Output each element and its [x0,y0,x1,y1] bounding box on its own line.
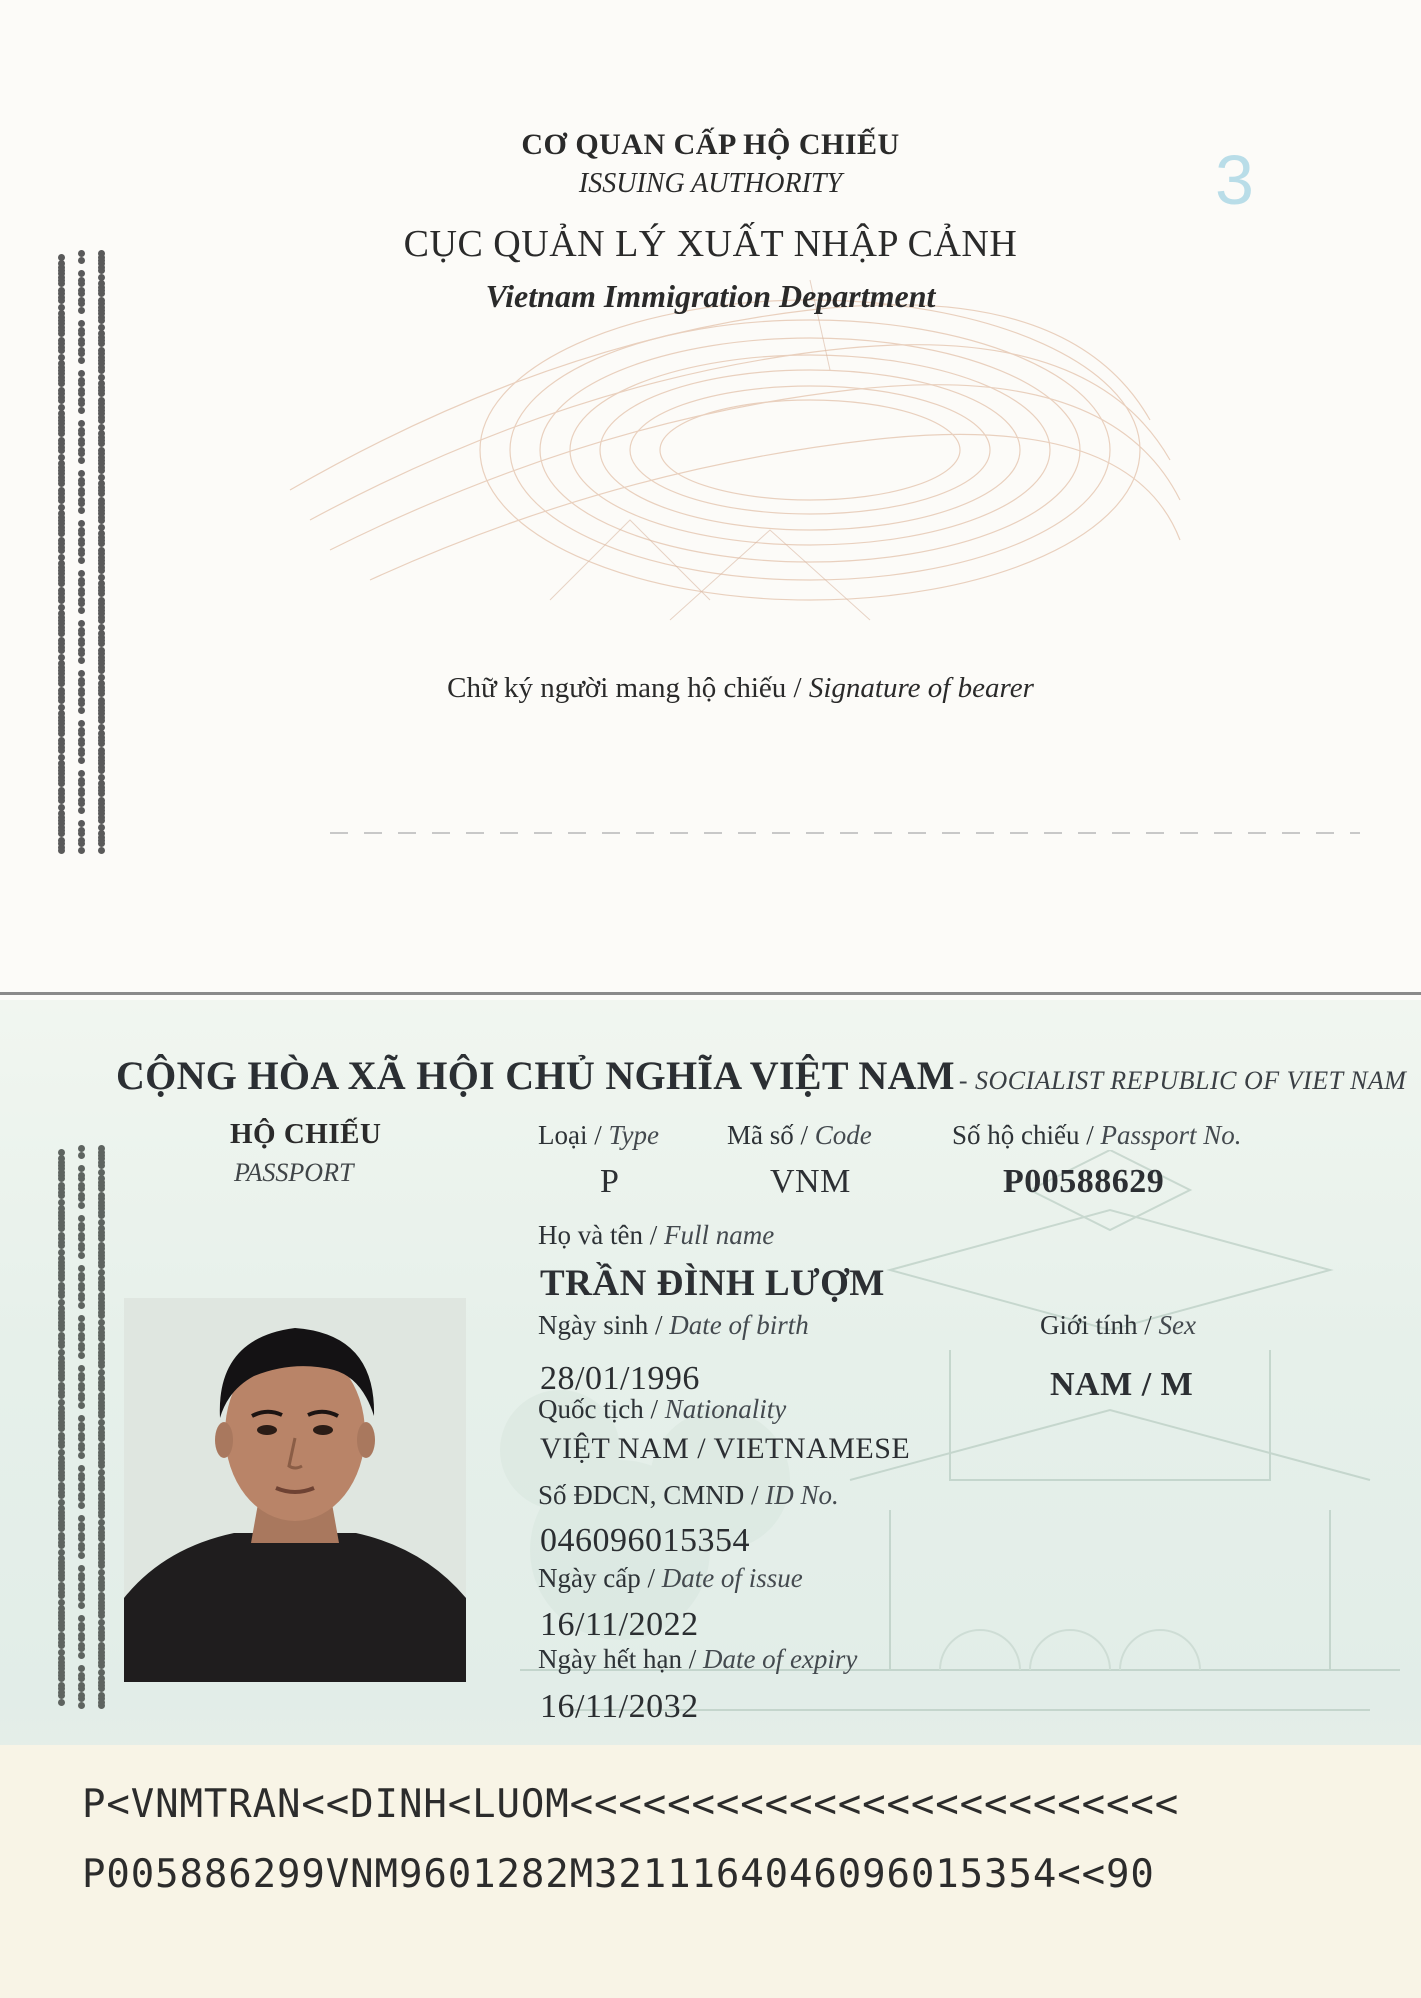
perforation-dot [78,330,85,337]
date-of-expiry-value: 16/11/2032 [540,1688,699,1725]
faint-print-line [330,832,1360,834]
perforation-dot [98,1262,105,1269]
code-label-en: Code [814,1120,872,1150]
perforation-dot [78,1385,85,1392]
nationality-label [538,1394,786,1425]
id-no-label [538,1480,839,1511]
document-type-en: PASSPORT [234,1158,354,1187]
perforation-dot [78,1452,85,1459]
perforation-dot [98,1512,105,1519]
perforation-dot [58,447,65,454]
perforation-dot [78,1295,85,1302]
perforation-dot [58,1675,65,1682]
perforation-dot [78,480,85,487]
date-of-issue-label [538,1563,803,1594]
signature-label-en: Signature of bearer [808,672,1034,704]
perforation-dot [58,647,65,654]
date-of-birth-value: 28/01/1996 [540,1360,700,1397]
perforation-dot [98,317,105,324]
issuing-authority-label-vn: CƠ QUAN CẤP HỘ CHIẾU [521,128,900,161]
issuing-authority-label-en: ISSUING AUTHORITY [578,168,843,199]
perforation-dot [58,780,65,787]
perforation-dot [78,1525,85,1532]
perforation-dot [58,597,65,604]
nationality-label-en: Nationality [664,1394,787,1424]
perforation-dot [58,1492,65,1499]
perforation-dot [78,1415,85,1422]
perforation-dot [78,430,85,437]
perforation-dot [58,1192,65,1199]
type-value: P [600,1163,620,1200]
perforation-dot [58,380,65,387]
perforation-dot [78,1325,85,1332]
perforation-dot [58,1625,65,1632]
perforation-dot [78,400,85,407]
perforation-dot [98,1662,105,1669]
perforation-dot [58,1392,65,1399]
perforation-dot [78,1252,85,1259]
sex-value: NAM / M [1050,1366,1194,1403]
perforation-dot [78,1485,85,1492]
perforation-dot [78,757,85,764]
perforation-dot [58,497,65,504]
perforation-dot [78,507,85,514]
date-of-birth-label-en: Date of birth [669,1310,809,1340]
perforation-dot [78,570,85,577]
perforation-dot [78,557,85,564]
perforation-dot [58,1592,65,1599]
perforation-dot [98,1185,105,1192]
perforation-dot [78,540,85,547]
perforation-dot [78,1375,85,1382]
perforation-dot [78,820,85,827]
perforation-dot [78,1475,85,1482]
perforation-dot [78,1552,85,1559]
sex-label-vn: Giới tính / [1040,1310,1152,1340]
date-of-expiry-label-en: Date of expiry [702,1644,858,1674]
perforation-dot [78,1645,85,1652]
perforation-dot [98,1162,105,1169]
perforation-dot [78,1702,85,1709]
perforation-dot [98,1362,105,1369]
perforation-dot [78,620,85,627]
perforation-dot [98,340,105,347]
perforation-dot [78,1685,85,1692]
perforation-dot [78,790,85,797]
full-name-label-vn: Họ và tên / [538,1220,658,1250]
id-no-label-en: ID No. [765,1480,839,1510]
perforation-dot [78,800,85,807]
document-type-vn: HỘ CHIẾU [230,1118,382,1150]
perforated-number-strip [38,250,128,850]
perforation-dot [58,1225,65,1232]
sex-label-en: Sex [1158,1310,1197,1340]
passport-no-label-en: Passport No. [1100,1120,1242,1150]
perforation-dot [98,717,105,724]
id-no-label-vn: Số ĐDCN, CMND / [538,1480,759,1510]
full-name-label [538,1220,774,1251]
perforation-dot [78,1565,85,1572]
perforation-dot [78,350,85,357]
perforation-dot [78,1625,85,1632]
date-of-expiry-label [538,1644,857,1675]
id-no-value: 046096015354 [540,1522,750,1559]
perforation-dot [98,267,105,274]
perforation-dot [78,1365,85,1372]
perforation-dot [78,1535,85,1542]
perforation-dot [78,720,85,727]
perforation-dot [78,407,85,414]
perforation-dot [98,1635,105,1642]
issuing-authority-value-en: Vietnam Immigration Department [485,278,936,314]
full-name-value: TRẦN ĐÌNH LƯỢM [540,1263,885,1304]
perforation-dot [58,830,65,837]
perforation-dot [58,547,65,554]
perforation-dot [78,457,85,464]
perforation-dot [58,1542,65,1549]
perforation-dot [98,1562,105,1569]
perforation-dot [98,1312,105,1319]
perforation-dot [78,490,85,497]
perforation-dot [98,1335,105,1342]
perforation-dot [98,367,105,374]
perforation-dot [78,730,85,737]
perforation-dot [58,330,65,337]
perforation-dot [78,1265,85,1272]
perforation-dot [98,1535,105,1542]
perforation-dot [58,847,65,854]
issuing-authority-value-vn: CỤC QUẢN LÝ XUẤT NHẬP CẢNH [403,223,1018,265]
perforation-dot [78,1445,85,1452]
perforation-dot [78,1165,85,1172]
perforation-dot [98,617,105,624]
perforation-dot [58,1375,65,1382]
perforation-dot [78,590,85,597]
code-label [727,1120,872,1151]
perforation-dot [58,580,65,587]
perforation-dot [58,397,65,404]
perforation-dot [78,1652,85,1659]
perforation-dot [98,1385,105,1392]
country-name-en: - SOCIALIST REPUBLIC OF VIET NAM [958,1066,1407,1095]
perforation-dot [78,640,85,647]
perforation-dot [58,1642,65,1649]
perforation-dot [98,640,105,647]
perforation-dot [78,1602,85,1609]
perforation-dot [58,1275,65,1282]
perforation-dot [78,807,85,814]
passport-no-label [952,1120,1242,1151]
perforation-dot [98,1485,105,1492]
perforation-dot [78,770,85,777]
perforation-dot [78,450,85,457]
perforation-dot [78,1545,85,1552]
perforation-dot [78,1225,85,1232]
perforation-dot [78,1152,85,1159]
perforation-dot [98,490,105,497]
type-label-vn: Loại / [538,1120,602,1150]
perforation-dot [78,580,85,587]
perforation-dot [78,390,85,397]
type-label [538,1120,659,1151]
perforation-dot [78,1395,85,1402]
mrz-line-2: P005886299VNM9601282M3211164046096015354<<90 [82,1852,1155,1897]
perforation-dot [78,1302,85,1309]
perforation-dot [78,420,85,427]
country-title [116,1052,1406,1099]
perforation-dot [78,1352,85,1359]
perforation-dot [58,1425,65,1432]
perforation-dot [78,1435,85,1442]
perforation-dot [78,1315,85,1322]
perforation-dot [98,417,105,424]
perforation-dot [98,1285,105,1292]
perforation-dot [78,1502,85,1509]
perforation-dot [78,780,85,787]
perforation-dot [78,357,85,364]
perforation-dot [78,657,85,664]
perforation-dot [78,1465,85,1472]
perforation-dot [98,1235,105,1242]
perforation-dot [78,1665,85,1672]
perforation-dot [98,1702,105,1709]
perforation-dot [98,817,105,824]
perforation-dot [98,590,105,597]
perforation-dot [98,517,105,524]
perforation-dot [98,1685,105,1692]
perforation-dot [58,1475,65,1482]
signature-label-vn: Chữ ký người mang hộ chiếu / [447,672,802,704]
perforation-dot [98,440,105,447]
perforation-dot [78,470,85,477]
perforation-dot [58,1525,65,1532]
perforation-dot [98,847,105,854]
perforation-dot [58,1575,65,1582]
perforation-dot [78,1675,85,1682]
date-of-expiry-label-vn: Ngày hết hạn / [538,1644,697,1674]
perforation-dot [78,1175,85,1182]
perforation-dot [58,730,65,737]
perforation-dot [78,1202,85,1209]
mrz-line-1: P<VNMTRAN<<DINH<LUOM<<<<<<<<<<<<<<<<<<<<<<<<< [82,1782,1180,1827]
perforation-dot [78,1575,85,1582]
date-of-birth-label-vn: Ngày sinh / [538,1310,663,1340]
nationality-label-vn: Quốc tịch / [538,1394,658,1424]
perforation-dot [58,630,65,637]
perforation-dot [58,1342,65,1349]
perforation-dot [58,480,65,487]
perforation-dot [98,1612,105,1619]
page-number: 3 [1215,141,1254,219]
perforation-dot [98,1585,105,1592]
perforation-dot [78,1335,85,1342]
code-label-vn: Mã số / [727,1120,808,1150]
perforation-dot [78,380,85,387]
date-of-birth-label [538,1310,809,1341]
full-name-label-en: Full name [663,1220,775,1250]
date-of-issue-label-vn: Ngày cấp / [538,1563,655,1593]
perforation-dot [58,1325,65,1332]
perforation-dot [58,1292,65,1299]
passport-no-value: P00588629 [1003,1163,1165,1200]
perforation-dot [78,847,85,854]
perforation-dot [58,347,65,354]
perforation-dot [78,740,85,747]
bearer-photo [124,1298,466,1682]
perforation-dot [98,840,105,847]
signature-label [0,672,1421,705]
perforation-dot [78,1185,85,1192]
perforation-dot [98,467,105,474]
perforation-dot [78,440,85,447]
perforation-dot [58,747,65,754]
perforation-dot [78,1195,85,1202]
perforation-dot [78,340,85,347]
page-fold-line [0,992,1421,995]
perforation-dot [78,1345,85,1352]
perforated-number-strip-data [38,1145,128,1705]
perforation-dot [58,1692,65,1699]
perforation-dot [98,740,105,747]
perforation-dot [98,567,105,574]
perforation-dot [98,790,105,797]
perforation-dot [78,600,85,607]
perforation-dot [58,1699,65,1706]
sex-label [1040,1310,1196,1341]
passport-no-label-vn: Số hộ chiếu / [952,1120,1094,1150]
code-value: VNM [770,1163,851,1200]
perforation-dot [78,500,85,507]
perforation-dot [78,1615,85,1622]
perforation-dot [78,520,85,527]
perforation-dot [78,1215,85,1222]
perforation-dot [78,650,85,657]
perforation-dot [58,530,65,537]
perforation-dot [98,767,105,774]
perforation-dot [78,1245,85,1252]
perforation-dot [98,1412,105,1419]
perforation-dot [78,270,85,277]
perforation-dot [78,607,85,614]
perforation-dot [98,1435,105,1442]
perforation-dot [78,630,85,637]
perforation-dot [58,1242,65,1249]
perforation-dot [78,370,85,377]
perforation-dot [78,1695,85,1702]
perforation-dot [78,1425,85,1432]
perforation-dot [78,530,85,537]
perforation-dot [98,1462,105,1469]
perforation-dot [78,1145,85,1152]
perforation-dot [78,750,85,757]
type-label-en: Type [608,1120,659,1150]
perforation-dot [58,1175,65,1182]
perforation-dot [78,707,85,714]
country-name-vn: CỘNG HÒA XÃ HỘI CHỦ NGHĨA VIỆT NAM [116,1053,955,1098]
perforation-dot [78,1585,85,1592]
date-of-issue-value: 16/11/2022 [540,1606,699,1643]
perforation-dot [78,550,85,557]
perforation-dot [78,1635,85,1642]
perforation-dot [78,830,85,837]
perforation-dot [78,1495,85,1502]
nationality-value: VIỆT NAM / VIETNAMESE [540,1432,911,1465]
perforation-dot [58,430,65,437]
perforation-dot [78,1235,85,1242]
perforation-dot [98,390,105,397]
perforation-dot [98,540,105,547]
perforation-dot [78,1285,85,1292]
perforation-dot [58,1442,65,1449]
perforation-dot [58,797,65,804]
perforation-dot [78,1515,85,1522]
perforation-dot [78,1595,85,1602]
perforation-dot [78,320,85,327]
perforation-dot [78,1402,85,1409]
perforation-dot [98,1212,105,1219]
perforation-dot [78,1275,85,1282]
perforation-dot [78,840,85,847]
date-of-issue-label-en: Date of issue [661,1563,803,1593]
